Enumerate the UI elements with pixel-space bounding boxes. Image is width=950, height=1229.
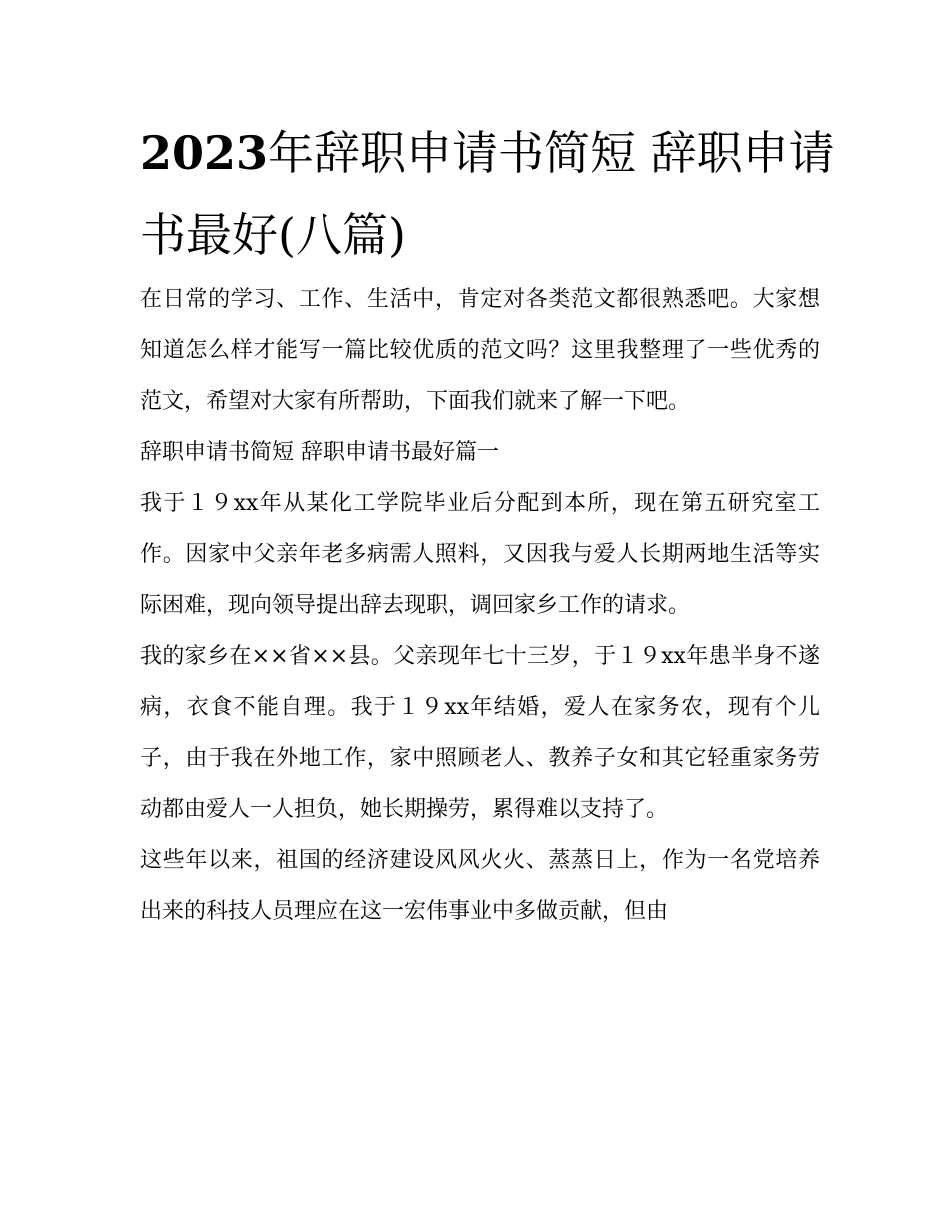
title-text: 年辞职申请书简短 辞职申请书最好(八篇) (140, 126, 835, 262)
body-paragraph: 我于１９xx年从某化工学院毕业后分配到本所，现在第五研究室工作。因家中父亲年老多病需人照料，又因我与爱人长期两地生活等实际困难，现向领导提出辞去现职，调回家乡工作的请求。 (140, 491, 820, 618)
body-paragraph: 我的家乡在××省××县。父亲现年七十三岁，于１９xx年患半身不遂病，衣食不能自理。我于１９xx年结婚，爱人在家务农，现有个儿子，由于我在外地工作，家中照顾老人、教养子女和其它轻重家务劳动都由爱人一人担负，她长期操劳，累得难以支持了。 (140, 644, 820, 822)
section-heading: 辞职申请书简短 辞职申请书最好篇一 (140, 440, 499, 465)
title-year: 2023 (140, 126, 269, 180)
intro-paragraph: 在日常的学习、工作、生活中，肯定对各类范文都很熟悉吧。大家想知道怎么样才能写一篇比较优质的范文吗？这里我整理了一些优秀的范文，希望对大家有所帮助，下面我们就来了解一下吧。 (140, 287, 820, 414)
body-paragraph: 这些年以来，祖国的经济建设风风火火、蒸蒸日上，作为一名党培养出来的科技人员理应在这一宏伟事业中多做贡献，但由 (140, 848, 820, 924)
document-body (140, 274, 820, 937)
document-title (140, 112, 840, 276)
